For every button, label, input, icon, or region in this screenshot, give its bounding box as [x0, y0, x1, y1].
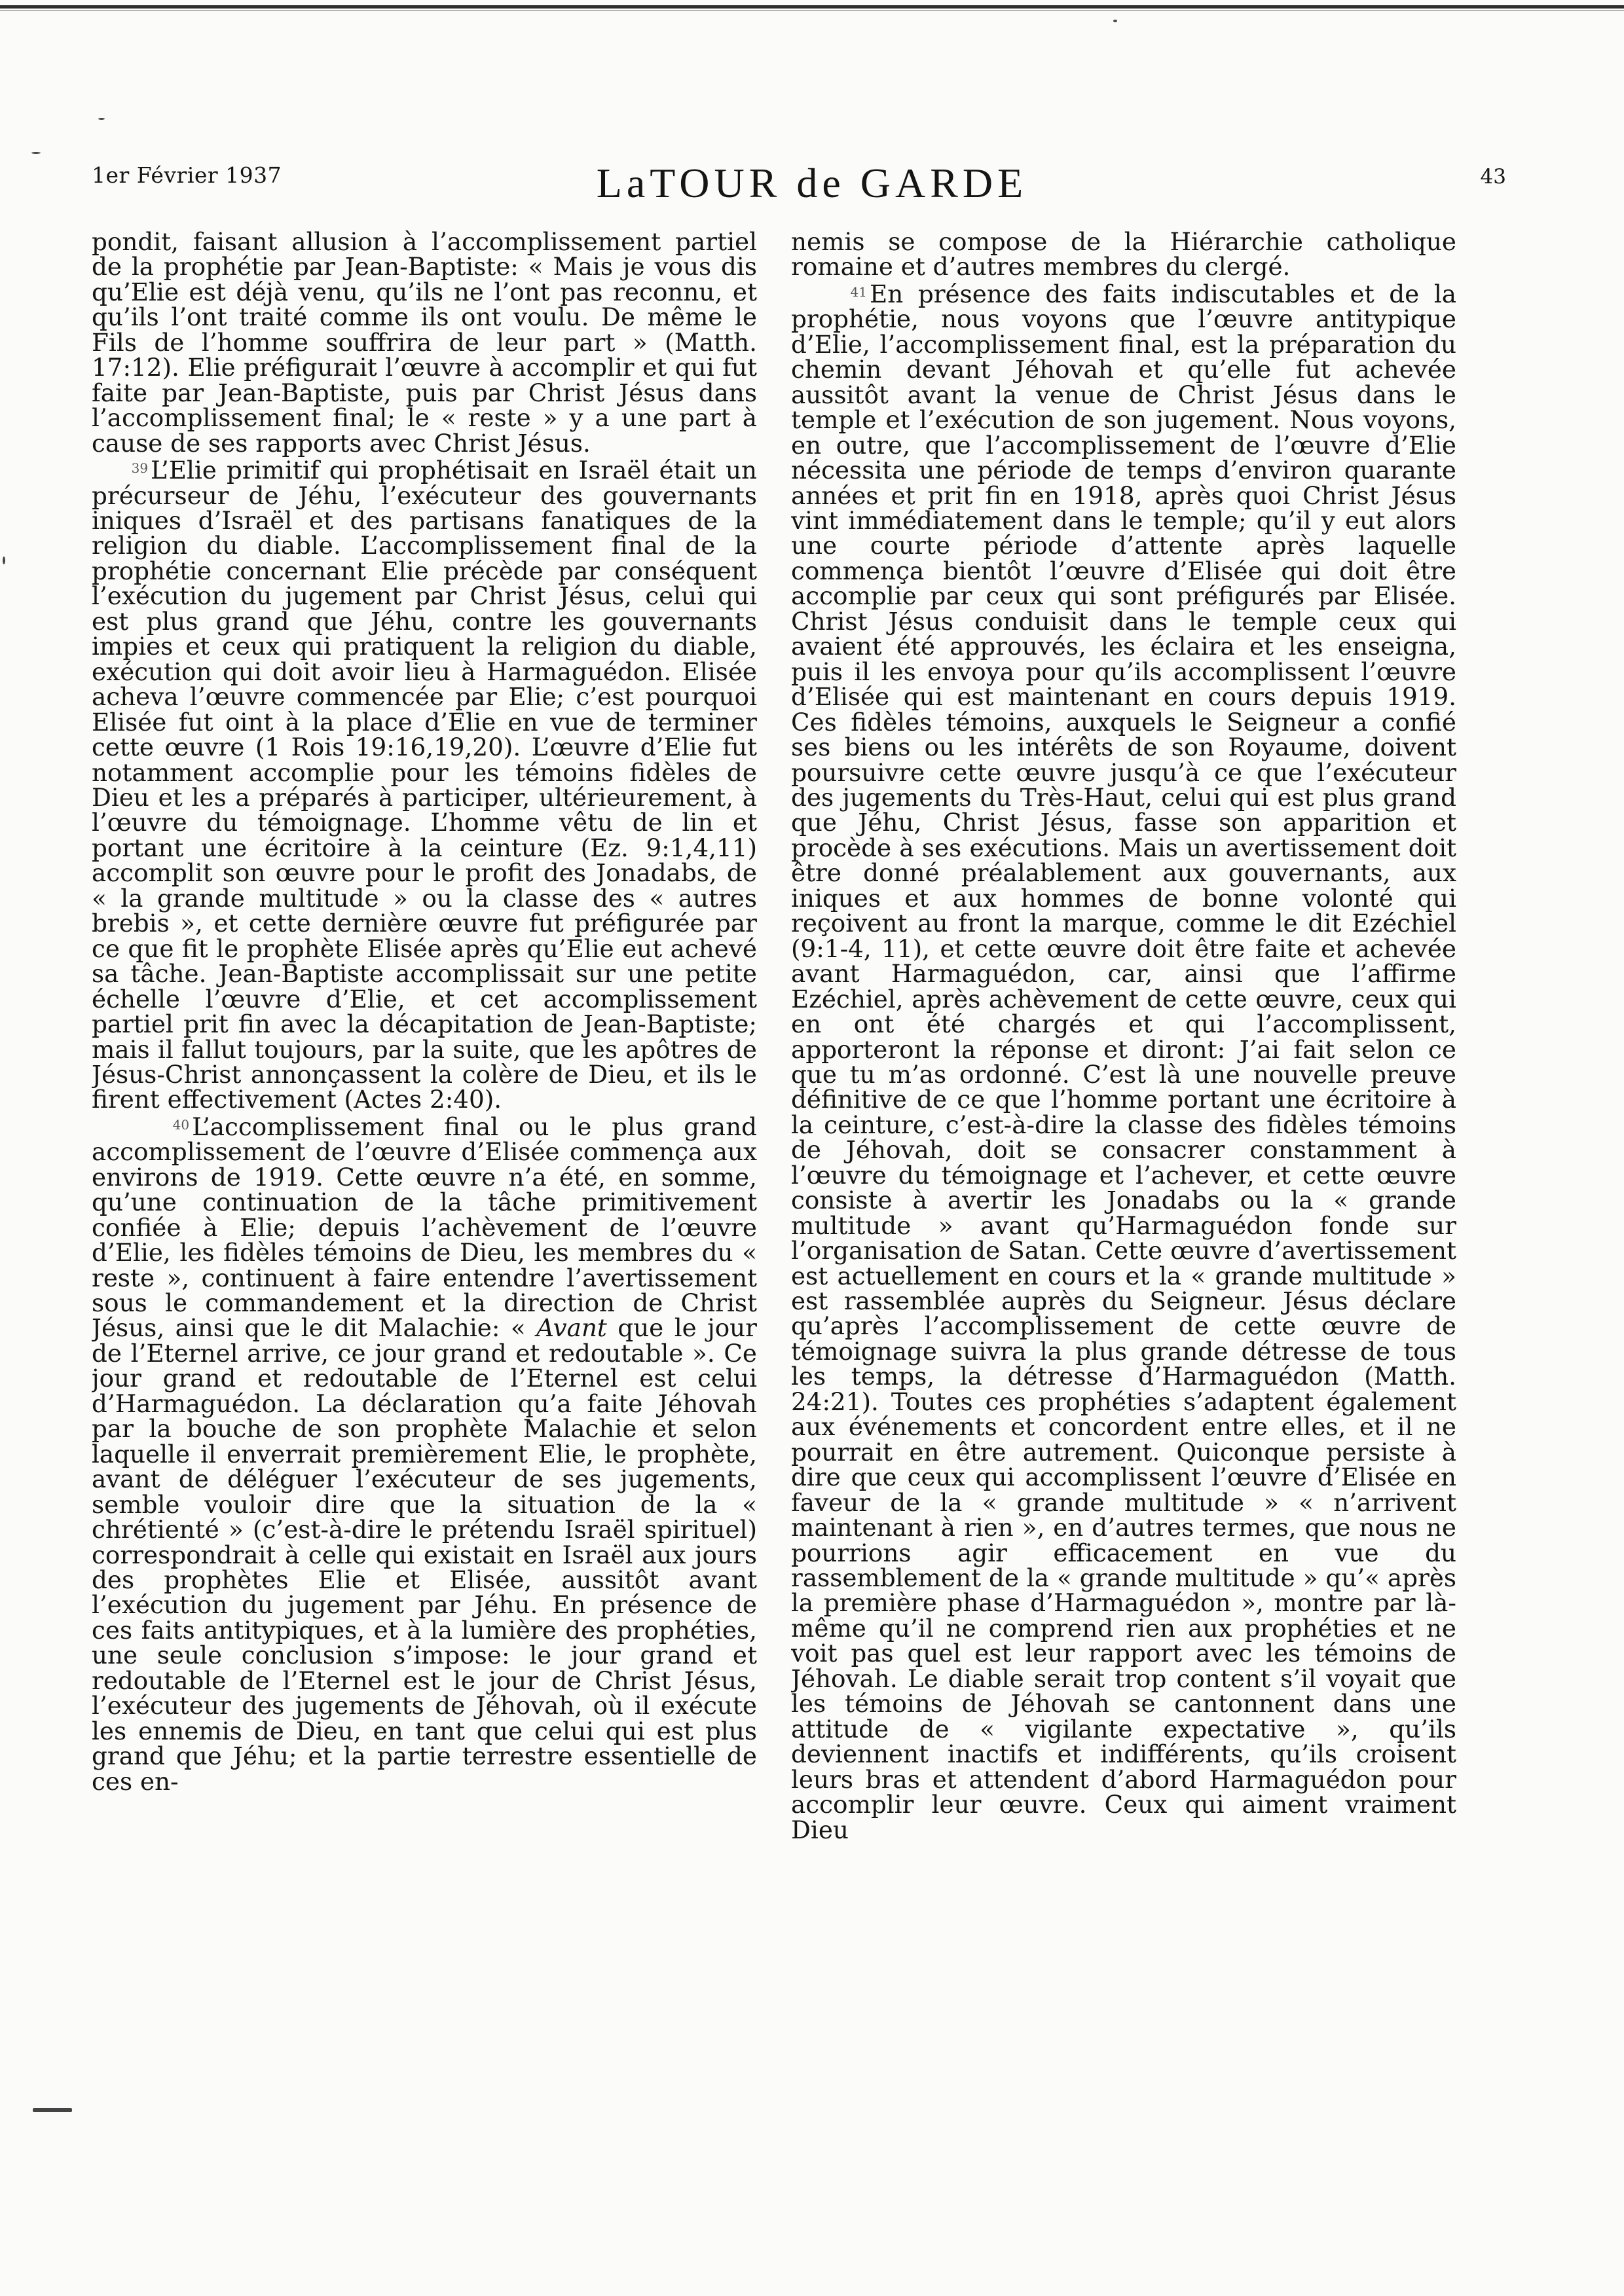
paragraph-40-italic: Avant [536, 1313, 607, 1343]
paragraph-number: 40 [172, 1116, 190, 1133]
paragraph-40 [92, 1112, 757, 1794]
scan-speck [1113, 20, 1117, 22]
scan-border-line [0, 10, 1624, 11]
scan-speck [3, 556, 5, 564]
scan-speck [31, 152, 41, 154]
paragraph-40-text-b: que le jour de l’Eternel arrive, ce jour grand et redoutable ». Ce jour grand et redoutable de l’Eternel est celui d’Harmaguédon. La déclaration qu’a faite Jéhovah par la bouche de son prophète Malachie et selon laquelle il enverrait premièrement Elie, le prophète, avant de déléguer l’exécuteur de ses jugements, semble vouloir dire que la situation de la « chrétienté » (c’est-à-dire le prétendu Israël spirituel) correspondrait à celle qui existait en Israël aux jours des prophètes Elie et Elisée, aussitôt avant l’exécution du jugement par Jéhu. En présence de ces faits antitypiques, et à la lumière des prophéties, une seule conclusion s’impose: le jour grand et redoutable de l’Eternel est le jour de Christ Jésus, l’exécuteur des jugements de Jéhovah, où il exécute les ennemis de Dieu, en tant que celui qui est plus grand que Jéhu; et la partie terrestre essentielle de ces en- [92, 1313, 757, 1796]
paragraph-38-continued: pondit, faisant allusion à l’accomplissement partiel de la prophétie par Jean-Baptiste: « Mais je vous dis qu’Elie est déjà venu, qu’ils ne l’ont pas reconnu, et qu’ils l’ont traité comme ils ont voulu. De même le Fils de l’homme souffrira de leur part » (Matth. 17:12). Elie préfigurait l’œuvre à accomplir et qui fut faite par Jean-Baptiste, puis par Christ Jésus dans l’accomplissement final; le « reste » y a une part à cause de ses rapports avec Christ Jésus. [92, 229, 757, 458]
paragraph-40-continued: nemis se compose de la Hiérarchie catholique romaine et d’autres membres du clergé. [791, 229, 1456, 282]
paragraph-41-text: En présence des faits indiscutables et de la prophétie, nous voyons que l’œuvre antitypique d’Elie, l’accomplissement final, est la préparation du chemin devant Jéhovah et qu’elle fut achevée aussitôt avant la venue de Christ Jésus dans le temple et l’exécution de son jugement. Nous voyons, en outre, que l’accomplissement de l’œuvre d’Elie nécessita une période de temps d’environ quarante années et prit fin en 1918, après quoi Christ Jésus vint immédiatement dans le temple; qu’il y eut alors une courte période d’attente après laquelle commença bientôt l’œuvre d’Elisée qui doit être accomplie par ceux qui sont préfigurés par Elisée. Christ Jésus conduisit dans le temple ceux qui avaient été approuvés, les éclaira et les enseigna, puis il les envoya pour qu’ils accomplissent l’œuvre d’Elisée qui est maintenant en cours depuis 1919. Ces fidèles témoins, auxquels le Seigneur a confié ses biens ou les intérêts de son Royaume, doivent poursuivre cette œuvre jusqu’à ce que l’exécuteur des jugements du Très-Haut, celui qui est plus grand que Jéhu, Christ Jésus, fasse son apparition et procède à ses exécutions. Mais un avertissement doit être donné préalablement aux gouvernants, aux iniques et aux hommes de bonne volonté qui reçoivent au front la marque, comme le dit Ezéchiel (9:1-4, 11), et cette œuvre doit être faite et achevée avant Harmaguédon, car, ainsi que l’affirme Ezéchiel, après achèvement de cette œuvre, ceux qui en ont été chargés et qui l’accomplissent, apporteront la réponse et diront: J’ai fait selon ce que tu m’as ordonné. C’est là une nouvelle preuve définitive de ce que l’homme portant une écritoire à la ceinture, c’est-à-dire la classe des fidèles témoins de Jéhovah, doit se consacrer constamment à l’œuvre du témoignage et l’achever, et cette œuvre consiste à avertir les Jonadabs ou la « grande multitude » avant qu’Harmaguédon fonde sur l’organisation de Satan. Cette œuvre d’avertissement est actuellement en cours et la « grande multitude » est rassemblée auprès du Seigneur. Jésus déclare qu’après l’accomplissement de cette œuvre de témoignage suivra la plus grande détresse de tous les temps, la détresse d’Harmaguédon (Matth. 24:21). Toutes ces prophéties s’adaptent également aux événements et concordent entre elles, et il ne pourrait en être autrement. Quiconque persiste à dire que ceux qui accomplissent l’œuvre d’Elisée en faveur de la « grande multitude » « n’arrivent maintenant à rien », en d’autres termes, que nous ne pourrions agir efficacement en vue du rassemblement de la « grande multitude » qu’« après la première phase d’Harmaguédon », montre par là-même qu’il ne comprend rien aux prophéties et ne voit pas quel est leur rapport avec les témoins de Jéhovah. Le diable serait trop content s’il voyait que les témoins de Jéhovah se cantonnent dans une attitude de « vigilante expectative », qu’ils deviennent inactifs et indifférents, qu’ils croisent leurs bras et attendent d’abord Harmaguédon pour accomplir leur œuvre. Ceux qui aiment vraiment Dieu [791, 279, 1456, 1844]
paragraph-number: 39 [131, 460, 149, 477]
paragraph-41 [791, 280, 1456, 1842]
paragraph-39 [92, 456, 757, 1112]
right-column [791, 229, 1456, 2121]
paragraph-number: 41 [850, 283, 867, 300]
page-number: 43 [1480, 165, 1506, 189]
left-column [92, 229, 757, 2121]
paragraph-40-text-a: L’accomplissement final ou le plus grand accomplissement de l’œuvre d’Elisée commença aux environs de 1919. Cette œuvre n’a été, en somme, qu’une continuation de la tâche primitivement confiée à Elie; depuis l’achèvement de l’œuvre d’Elie, les fidèles témoins de Dieu, les membres du « reste », continuent à faire entendre l’avertissement sous le commandement et la direction de Christ Jésus, ainsi que le dit Malachie: « [92, 1112, 757, 1343]
scan-border-top [0, 5, 1624, 9]
masthead-title: LaTOUR de GARDE [596, 160, 1028, 206]
issue-date: 1er Février 1937 [92, 162, 282, 188]
paragraph-39-text: L’Elie primitif qui prophétisait en Israël était un précurseur de Jéhu, l’exécuteur des gouvernants iniques d’Israël et des partisans fanatiques de la religion du diable. L’accomplissement final de la prophétie concernant Elie précède par conséquent l’exécution du jugement par Christ Jésus, celui qui est plus grand que Jéhu, contre les gouvernants impies et ceux qui pratiquent la religion du diable, exécution qui doit avoir lieu à Harmaguédon. Elisée acheva l’œuvre commencée par Elie; c’est pourquoi Elisée fut oint à la place d’Elie en vue de terminer cette œuvre (1 Rois 19:16,19,20). L’œuvre d’Elie fut notamment accomplie pour les témoins fidèles de Dieu et les a préparés à participer, ultérieurement, à l’œuvre du témoignage. L’homme vêtu de lin et portant une écritoire à la ceinture (Ez. 9:1,4,11) accomplit son œuvre pour le profit des Jonadabs, de « la grande multitude » ou la classe des « autres brebis », et cette dernière œuvre fut préfigurée par ce que fit le prophète Elisée après qu’Elie eut achevé sa tâche. Jean-Baptiste accomplissait sur une petite échelle l’œuvre d’Elie, et cet accomplissement partiel prit fin avec la décapitation de Jean-Baptiste; mais il fallut toujours, par la suite, que les apôtres de Jésus-Christ annonçassent la colère de Dieu, et ils le firent effectivement (Actes 2:40). [92, 456, 757, 1114]
scan-speck [98, 118, 105, 120]
scan-speck [33, 2108, 72, 2112]
